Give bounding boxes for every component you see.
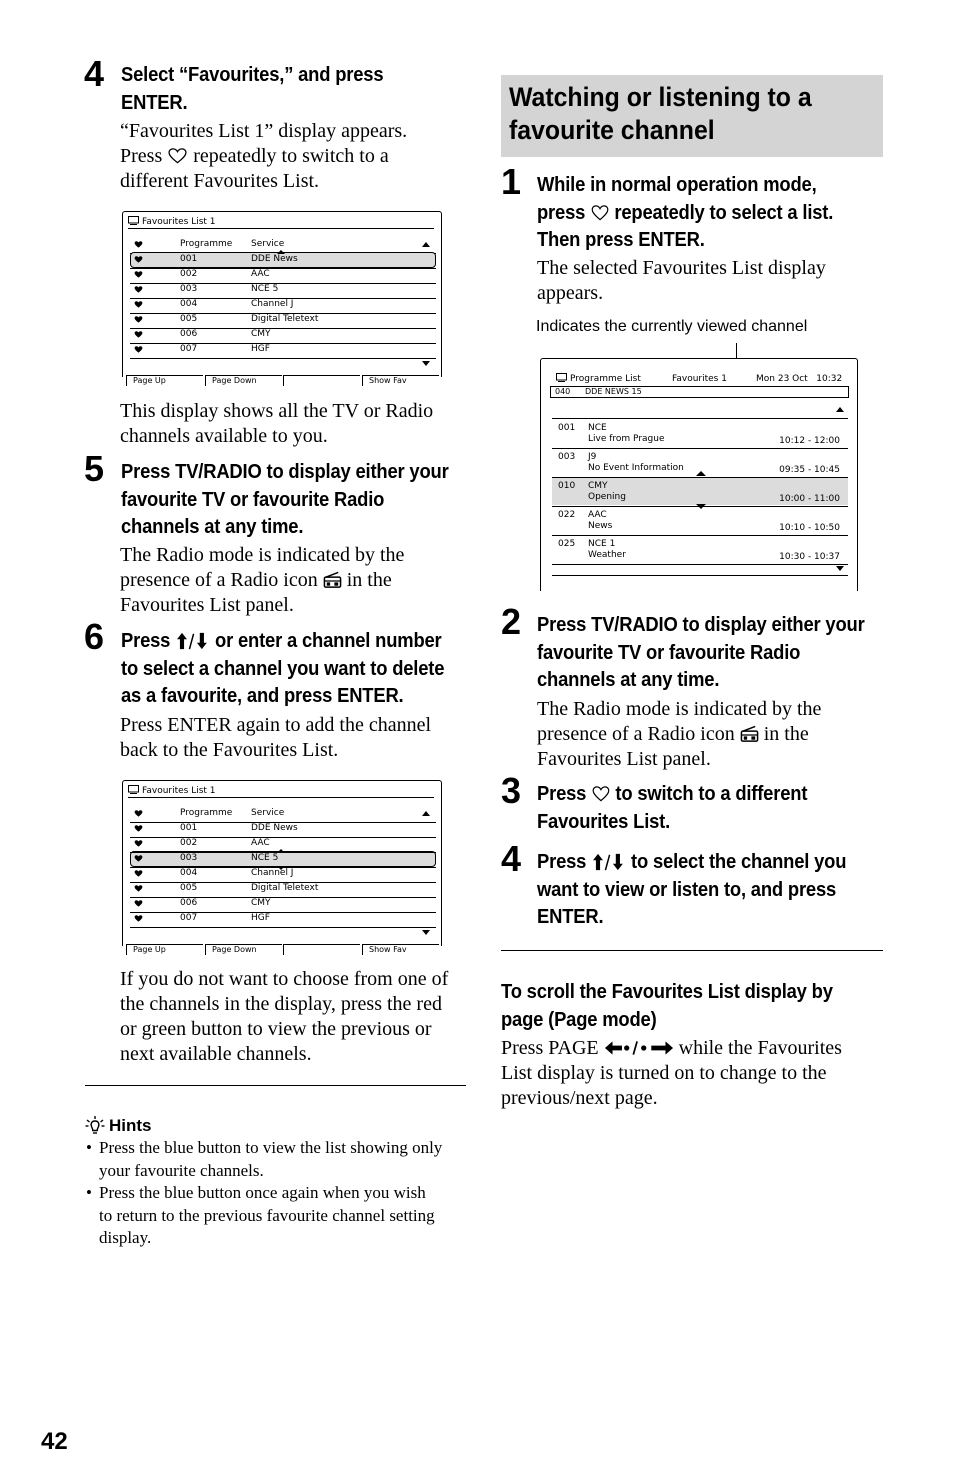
heart-icon (134, 300, 143, 309)
tv-icon (556, 373, 567, 385)
table-row[interactable] (130, 852, 436, 868)
body-line (120, 568, 404, 593)
body-line: This display shows all the TV or Radio (120, 400, 434, 422)
body-text: presence of a Radio icon (537, 723, 735, 745)
step-5-body (120, 543, 404, 618)
hint-item (86, 1137, 466, 1182)
step-4-body (120, 119, 407, 194)
heart-icon (134, 330, 143, 339)
table-row[interactable] (552, 448, 848, 478)
body-line: or green button to view the previous or (120, 1018, 432, 1040)
hints-header (85, 1115, 152, 1136)
channel-info (588, 481, 626, 503)
heading-line: Then press ENTER. (537, 229, 705, 251)
show-fav-key[interactable]: Show Fav (362, 944, 439, 955)
show-fav-key[interactable]: Show Fav (362, 375, 439, 386)
heart-icon (134, 824, 143, 833)
step-1-heading (537, 172, 833, 255)
page-down-key[interactable]: Page Down (205, 375, 282, 386)
service-name: AAC (251, 838, 270, 848)
radio-icon (323, 571, 342, 589)
step-2-heading (537, 612, 865, 695)
service-name: Channel J (251, 868, 294, 878)
blank-key[interactable] (283, 944, 360, 955)
step-3-heading (537, 781, 807, 836)
step-4-number: 4 (84, 53, 105, 94)
heart-icon (134, 914, 143, 923)
heading-line: Select “Favourites,” and press (121, 64, 384, 86)
screen-1-caption (120, 399, 433, 449)
heading-line: to select a channel you want to delete (121, 657, 445, 680)
scroll-divider (501, 950, 883, 951)
heading-line: favourite TV or favourite Radio (121, 488, 385, 511)
hint-line: your favourite channels. (99, 1160, 264, 1180)
heading-line: Favourites List. (537, 810, 671, 833)
body-text: while the Favourites (678, 1037, 842, 1059)
footer-bar (122, 375, 444, 389)
table-row[interactable] (130, 897, 436, 913)
table-row[interactable] (130, 253, 436, 269)
service-name: HGF (251, 913, 270, 923)
up-down-arrow-icon (591, 853, 626, 871)
body-line (120, 144, 407, 169)
heading-line: Press TV/RADIO to display either your (537, 614, 865, 636)
heading-line: channels at any time. (537, 669, 720, 691)
table-row[interactable] (130, 268, 436, 284)
heading-line (121, 628, 444, 656)
channel-number: 001 (558, 423, 576, 433)
screen-2-caption (120, 967, 448, 1067)
channel-info (588, 510, 612, 532)
programme-number: 007 (180, 913, 198, 923)
page-down-key[interactable]: Page Down (205, 944, 282, 955)
service-name: AAC (251, 269, 270, 279)
heart-icon (134, 809, 143, 818)
heading-line: While in normal operation mode, (537, 174, 817, 196)
programme-time: 10:30 - 10:37 (779, 552, 840, 562)
table-row[interactable] (130, 298, 436, 314)
current-channel-name: DDE NEWS 15 (585, 387, 642, 396)
body-line: Press ENTER again to add the channel (120, 714, 432, 736)
bullet: • (86, 1183, 92, 1202)
step-4-heading (121, 62, 383, 117)
favourites-list-screen-1 (122, 211, 444, 389)
channel-info (588, 423, 664, 445)
channel-name: CMY (588, 481, 608, 491)
heart-icon (167, 148, 188, 164)
section-title (509, 81, 812, 147)
table-row[interactable] (552, 506, 848, 536)
section-title-line: Watching or listening to a (509, 82, 812, 112)
table-row[interactable] (130, 912, 436, 928)
table-row[interactable] (130, 343, 436, 359)
heart-icon (134, 899, 143, 908)
programme-number: 002 (180, 269, 198, 279)
service-name: HGF (251, 344, 270, 354)
favourites-list-name: Favourites 1 (672, 374, 727, 384)
programme-number: 006 (180, 898, 198, 908)
service-name: Digital Teletext (251, 314, 319, 324)
heart-icon (134, 270, 143, 279)
current-channel-bar (550, 386, 849, 398)
service-name: Digital Teletext (251, 883, 319, 893)
step-1-number: 1 (501, 161, 522, 202)
table-row[interactable] (552, 419, 848, 449)
service-name: DDE News (251, 254, 298, 264)
heading-line (537, 781, 807, 809)
step-6-number: 6 (84, 616, 105, 657)
service-name: Channel J (251, 299, 294, 309)
hint-line: Press the blue button to view the list showing only (99, 1138, 443, 1157)
screen-title: Programme List (570, 374, 641, 384)
programme-number: 005 (180, 314, 198, 324)
programme-number: 006 (180, 329, 198, 339)
programme-title: News (588, 521, 613, 531)
channel-name: J9 (588, 452, 597, 462)
programme-title: Weather (588, 550, 626, 560)
heading-line: as a favourite, and press ENTER. (121, 685, 404, 707)
tv-icon (128, 785, 139, 797)
scroll-down-arrow-icon (422, 930, 430, 935)
channel-number: 025 (558, 539, 576, 549)
scroll-up-arrow-icon (422, 242, 430, 247)
heart-icon (591, 786, 610, 802)
page-arrows-icon (604, 1039, 674, 1057)
step-4b-heading (537, 849, 846, 932)
heart-icon (134, 315, 143, 324)
step-3-number: 3 (501, 770, 522, 811)
service-name: NCE 5 (251, 284, 279, 294)
scroll-body (501, 1036, 842, 1111)
section-title-box (501, 75, 883, 157)
heading-text: repeatedly to select a list. (614, 201, 834, 224)
heart-icon (134, 240, 143, 249)
body-line: the channels in the display, press the red (120, 993, 442, 1015)
current-channel-number: 040 (555, 387, 571, 396)
heading-line: ENTER. (537, 906, 604, 928)
programme-number: 007 (180, 344, 198, 354)
channel-info (588, 539, 626, 561)
channel-number: 003 (558, 452, 576, 462)
programme-number: 001 (180, 823, 198, 833)
footer-bar (122, 944, 444, 958)
column-header-service: Service (251, 239, 285, 249)
programme-time: 10:12 - 12:00 (779, 436, 840, 446)
programme-time: 09:35 - 10:45 (779, 465, 840, 475)
body-line (501, 1036, 842, 1061)
scroll-down-arrow-icon (422, 361, 430, 366)
table-row[interactable] (552, 477, 848, 507)
divider (128, 797, 434, 798)
channel-name: AAC (588, 510, 607, 520)
body-line: The Radio mode is indicated by the (537, 698, 822, 720)
step-5-number: 5 (84, 448, 105, 489)
body-text: Press (120, 145, 163, 167)
channel-number: 010 (558, 481, 576, 491)
body-text: presence of a Radio icon (120, 569, 318, 591)
hints-divider (85, 1085, 466, 1086)
heart-icon (134, 345, 143, 354)
service-name: CMY (251, 898, 271, 908)
programme-number: 001 (180, 254, 198, 264)
radio-icon (740, 725, 759, 743)
table-row[interactable] (130, 328, 436, 344)
list-header-row (552, 402, 848, 419)
channel-name: NCE 1 (588, 539, 616, 549)
heading-text: to switch to a different (615, 783, 808, 805)
body-line: If you do not want to choose from one of (120, 968, 449, 990)
list-footer-row (552, 561, 848, 576)
heading-line: channels at any time. (121, 516, 304, 538)
body-line: next available channels. (120, 1043, 312, 1065)
heart-icon (134, 285, 143, 294)
page-number: 42 (41, 1428, 68, 1455)
body-line: channels available to you. (120, 425, 328, 447)
channel-number: 022 (558, 510, 576, 520)
body-line: List display is turned on to change to the (501, 1062, 827, 1084)
scroll-up-arrow-icon (836, 407, 844, 412)
programme-title: Opening (588, 492, 626, 502)
favourites-list-screen-2 (122, 780, 444, 958)
table-row[interactable] (130, 837, 436, 853)
table-row[interactable] (130, 822, 436, 838)
heading-text: Press (121, 630, 171, 652)
service-name: CMY (251, 329, 271, 339)
screen-title: Favourites List 1 (142, 217, 216, 227)
heart-icon (134, 255, 143, 264)
up-down-arrow-icon (175, 632, 210, 650)
heading-text: press (537, 201, 586, 224)
programme-title: No Event Information (588, 463, 684, 473)
scroll-heading (501, 979, 833, 1034)
section-title-line: favourite channel (509, 115, 715, 145)
step-6-heading (121, 628, 444, 711)
divider (128, 228, 434, 229)
blank-key[interactable] (283, 375, 360, 386)
body-text: repeatedly to switch to a (193, 145, 389, 167)
service-name: NCE 5 (251, 853, 279, 863)
tv-icon (128, 216, 139, 228)
heading-text: to select the channel you (631, 851, 847, 873)
heart-icon (134, 869, 143, 878)
header-row (130, 807, 436, 823)
heading-line (537, 849, 846, 877)
channel-name: NCE (588, 423, 607, 433)
body-text: in the (763, 723, 809, 745)
programme-number: 004 (180, 868, 198, 878)
channel-info (588, 452, 684, 474)
body-line: Favourites List panel. (120, 594, 294, 616)
step-2-body (537, 697, 821, 772)
heart-icon (134, 854, 143, 863)
body-line: The selected Favourites List display (537, 257, 826, 279)
hint-line: to return to the previous favourite channel setting (99, 1205, 435, 1225)
page-up-key[interactable]: Page Up (126, 375, 203, 386)
programme-number: 003 (180, 853, 198, 863)
table-row[interactable] (130, 313, 436, 329)
body-text: in the (346, 569, 392, 591)
table-row[interactable] (130, 867, 436, 883)
screen-title: Favourites List 1 (142, 786, 216, 796)
step-4b-number: 4 (501, 838, 522, 879)
body-line: back to the Favourites List. (120, 739, 339, 761)
body-line: The Radio mode is indicated by the (120, 544, 405, 566)
body-line: different Favourites List. (120, 170, 320, 192)
body-line: Favourites List panel. (537, 748, 711, 770)
column-header-service: Service (251, 808, 285, 818)
programme-time: 10:10 - 10:50 (779, 523, 840, 533)
page-up-key[interactable]: Page Up (126, 944, 203, 955)
step-1-body (537, 256, 826, 306)
body-text: Press PAGE (501, 1037, 599, 1059)
column-header-programme: Programme (180, 808, 233, 818)
column-header-programme: Programme (180, 239, 233, 249)
body-line (537, 722, 821, 747)
hints-list (86, 1137, 466, 1250)
body-line: “Favourites List 1” display appears. (120, 120, 408, 142)
body-line: appears. (537, 282, 604, 304)
step-6-body (120, 713, 431, 763)
heading-line: ENTER. (121, 91, 188, 114)
heading-line (537, 200, 833, 228)
heading-line: Press TV/RADIO to display either your (121, 461, 449, 483)
heading-text: Press (537, 851, 587, 873)
table-row[interactable] (130, 882, 436, 898)
bullet: • (86, 1138, 92, 1157)
hint-line: Press the blue button once again when you wish (99, 1183, 426, 1202)
step-2-number: 2 (501, 601, 522, 642)
programme-number: 003 (180, 284, 198, 294)
table-row[interactable] (130, 283, 436, 299)
hint-line: display. (99, 1228, 152, 1247)
callout-label: Indicates the currently viewed channel (536, 318, 808, 335)
lightbulb-icon (85, 1115, 105, 1135)
heart-icon (134, 884, 143, 893)
programme-time: 10:00 - 11:00 (779, 494, 840, 504)
heading-line: page (Page mode) (501, 1008, 657, 1031)
programme-title: Live from Prague (588, 434, 665, 444)
heading-line: favourite TV or favourite Radio (537, 641, 801, 664)
service-name: DDE News (251, 823, 298, 833)
heading-line: want to view or listen to, and press (537, 878, 837, 901)
heart-icon (134, 839, 143, 848)
programme-list-screen (540, 358, 860, 590)
heart-icon (590, 205, 609, 221)
hints-title: Hints (109, 1116, 152, 1135)
heading-text: or enter a channel number (215, 630, 442, 652)
scroll-up-arrow-icon (422, 811, 430, 816)
date-time: Mon 23 Oct 10:32 (756, 374, 843, 384)
programme-number: 005 (180, 883, 198, 893)
programme-number: 004 (180, 299, 198, 309)
heading-text: Press (537, 783, 587, 805)
hint-item (86, 1182, 466, 1250)
body-line: previous/next page. (501, 1087, 658, 1109)
heading-line: To scroll the Favourites List display by (501, 981, 833, 1003)
step-5-heading (121, 459, 449, 542)
programme-number: 002 (180, 838, 198, 848)
